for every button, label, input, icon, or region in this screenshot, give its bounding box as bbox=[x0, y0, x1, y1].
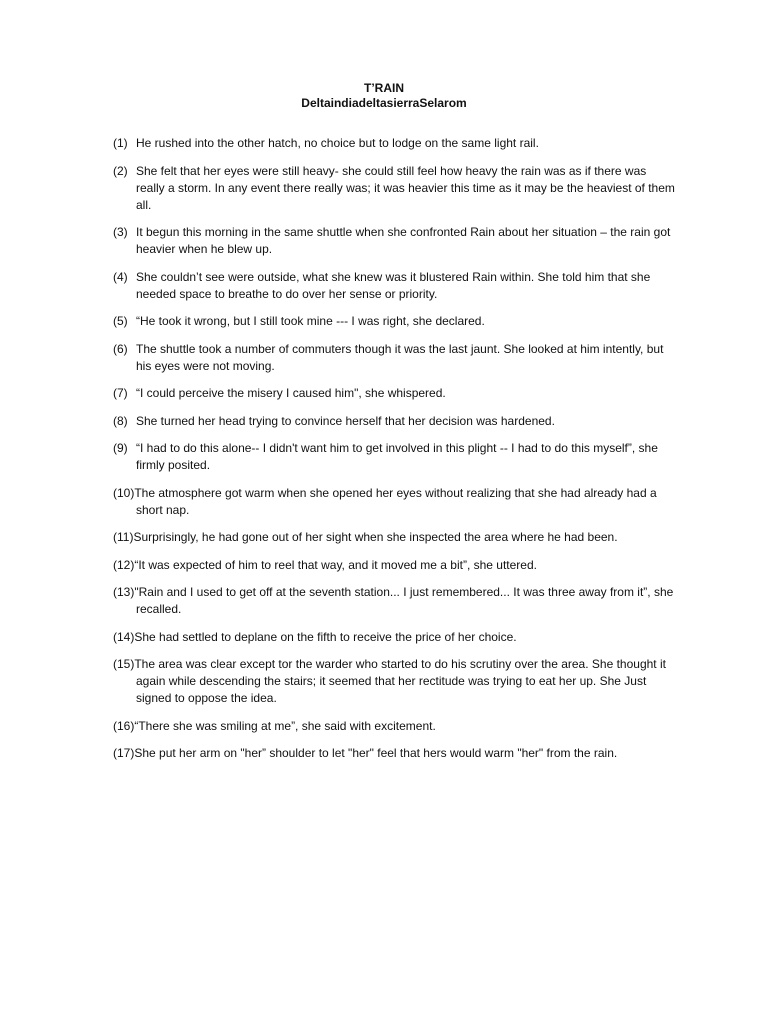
list-item bbox=[113, 341, 678, 375]
item-number: (7) bbox=[113, 386, 128, 400]
item-text: "Rain and I used to get off at the seventh station... I just remembered... It was three away from it”, she recalled. bbox=[134, 585, 674, 616]
item-text: “I had to do this alone-- I didn't want him to get involved in this plight -- I had to do this myself”, she firmly posited. bbox=[136, 441, 658, 472]
list-item bbox=[113, 584, 678, 618]
item-text: She put her arm on "her” shoulder to let "her" feel that hers would warm "her" from the rain. bbox=[134, 746, 618, 760]
item-text: She turned her head trying to convince herself that her decision was hardened. bbox=[136, 413, 555, 428]
item-number: (2) bbox=[113, 163, 128, 178]
item-number: (9) bbox=[113, 441, 128, 455]
item-number: (8) bbox=[113, 413, 128, 428]
list-item bbox=[113, 557, 678, 574]
item-number: (11) bbox=[113, 530, 134, 544]
list-item bbox=[113, 718, 678, 735]
document-author: DeltaindiadeltasierraSelarom bbox=[301, 96, 467, 110]
list-item bbox=[113, 163, 678, 214]
list-item bbox=[113, 413, 678, 430]
list-item bbox=[113, 529, 678, 546]
item-number: (16) bbox=[113, 718, 135, 733]
item-text: “I could perceive the misery I caused him", she whispered. bbox=[136, 386, 446, 400]
item-text: She couldn’t see were outside, what she knew was it blustered Rain within. She told him that she needed space to breathe to do over her sense or priority. bbox=[136, 269, 651, 301]
list-item bbox=[113, 656, 678, 707]
item-number: (4) bbox=[113, 269, 128, 284]
item-text: Surprisingly, he had gone out of her sight when she inspected the area where he had been. bbox=[133, 530, 618, 544]
item-number: (15) bbox=[113, 657, 135, 671]
item-number: (14) bbox=[113, 629, 135, 644]
list-item bbox=[113, 745, 678, 762]
list-item bbox=[113, 224, 678, 258]
item-text: The area was clear except tor the warder who started to do his scrutiny over the area. She thought it again while descending the stairs; it seemed that her rectitude was trying to eat her up. She Just signed to oppose the idea. bbox=[134, 657, 666, 705]
item-number: (10) bbox=[113, 485, 135, 500]
item-number: (6) bbox=[113, 341, 128, 356]
item-text: “He took it wrong, but I still took mine --- I was right, she declared. bbox=[136, 314, 485, 328]
list-item bbox=[113, 440, 678, 474]
item-text: The shuttle took a number of commuters though it was the last jaunt. She looked at him intently, but his eyes were not moving. bbox=[136, 341, 664, 373]
list-item bbox=[113, 485, 678, 519]
list-item bbox=[113, 313, 678, 330]
item-text: She felt that her eyes were still heavy- she could still feel how heavy the rain was as if there was really a storm. In any event there really was; it was heavier this time as it may be the heaviest of them all. bbox=[136, 163, 675, 212]
item-number: (1) bbox=[113, 136, 128, 150]
document-title: T’RAIN bbox=[364, 81, 404, 95]
list-item bbox=[113, 629, 678, 646]
item-text: The atmosphere got warm when she opened her eyes without realizing that she had already had a short nap. bbox=[134, 485, 657, 517]
item-text: “There she was smiling at me”, she said with excitement. bbox=[134, 718, 436, 733]
numbered-list bbox=[113, 135, 678, 773]
item-text: “It was expected of him to reel that way, and it moved me a bit”, she uttered. bbox=[134, 557, 537, 572]
item-number: (17) bbox=[113, 746, 135, 760]
item-number: (12) bbox=[113, 557, 135, 572]
list-item bbox=[113, 135, 678, 152]
list-item bbox=[113, 269, 678, 303]
item-number: (3) bbox=[113, 225, 128, 239]
item-text: It begun this morning in the same shuttle when she confronted Rain about her situation – the rain got heavier when he blew up. bbox=[136, 225, 671, 256]
item-number: (13) bbox=[113, 585, 135, 599]
list-item bbox=[113, 385, 678, 402]
item-number: (5) bbox=[113, 314, 128, 328]
item-text: He rushed into the other hatch, no choice but to lodge on the same light rail. bbox=[136, 136, 539, 150]
item-text: She had settled to deplane on the fifth to receive the price of her choice. bbox=[134, 629, 517, 644]
